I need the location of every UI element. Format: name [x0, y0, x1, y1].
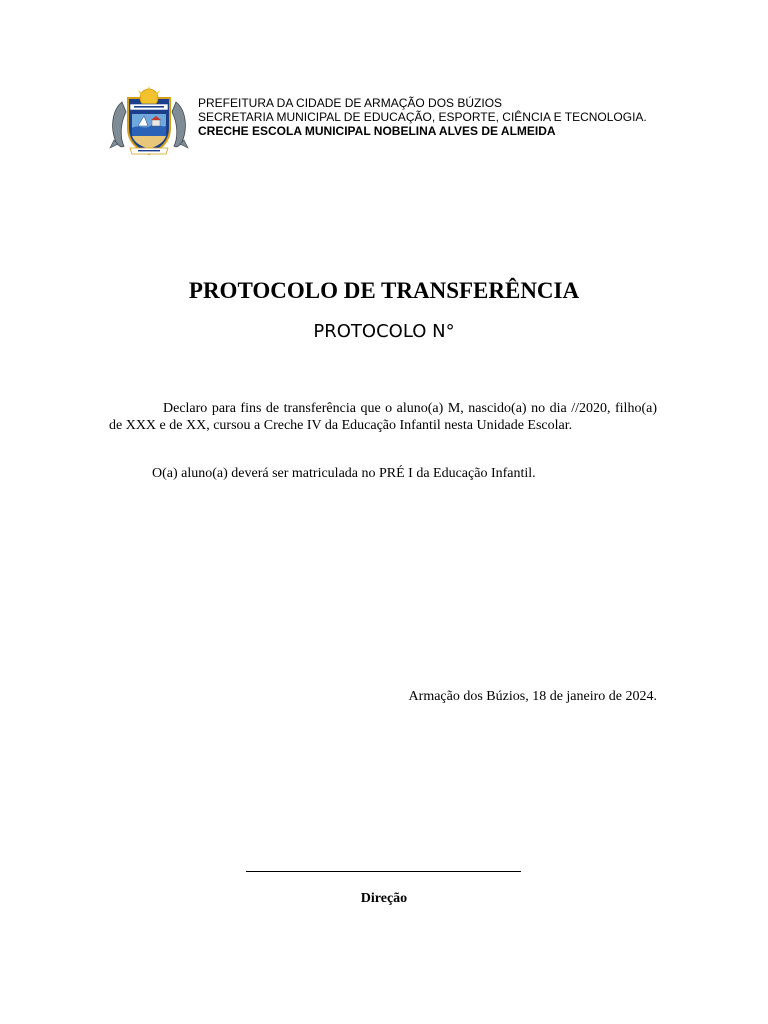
header-line-prefeitura: PREFEITURA DA CIDADE DE ARMAÇÃO DOS BÚZIOS: [198, 96, 503, 110]
header-line-creche: CRECHE ESCOLA MUNICIPAL NOBELINA ALVES DE ALMEIDA: [198, 124, 556, 138]
document-header: [108, 84, 708, 164]
protocol-number-label: PROTOCOLO N°: [313, 321, 455, 342]
header-line-secretaria: SECRETARIA MUNICIPAL DE EDUCAÇÃO, ESPORTE, CIÊNCIA E TECNOLOGIA.: [198, 110, 647, 124]
municipal-crest-icon: [108, 84, 190, 160]
signature-label: Direção: [360, 891, 408, 906]
declaration-paragraph: Declaro para fins de transferência que o aluno(a) M, nascido(a) no dia //2020, filho(a) de XXX e de XX, cursou a Creche IV da Educação Infantil nesta Unidade Escolar.: [109, 401, 657, 433]
signature-line: [246, 871, 521, 872]
enrollment-paragraph: O(a) aluno(a) deverá ser matriculada no PRÉ I da Educação Infantil.: [152, 466, 536, 481]
header-text-block: [198, 96, 647, 138]
document-title: PROTOCOLO DE TRANSFERÊNCIA: [188, 278, 580, 303]
place-date-line: Armação dos Búzios, 18 de janeiro de 2024.: [408, 689, 657, 704]
